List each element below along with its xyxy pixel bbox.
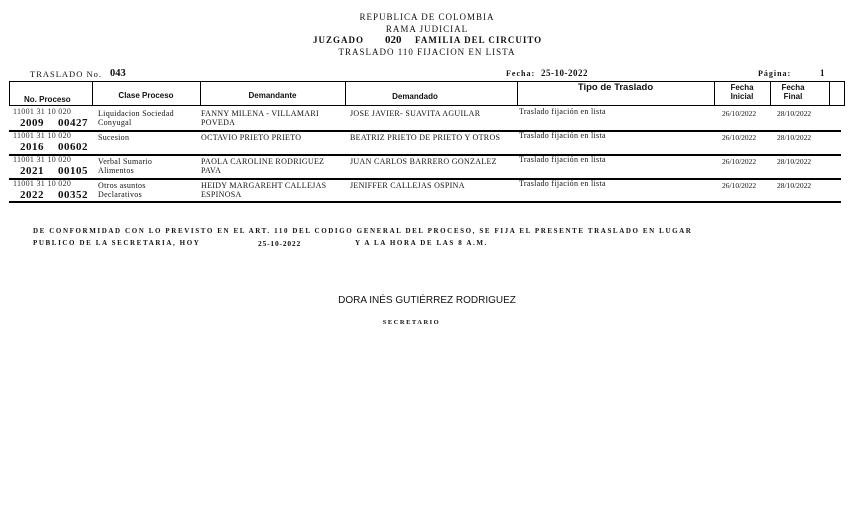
radicado-number: 00602: [58, 141, 88, 153]
col-demandado: Demandado: [392, 92, 438, 101]
radicado-prefix: 11001 31 10 020: [13, 107, 72, 116]
demandante: FANNY MILENA - VILLAMARI: [201, 109, 319, 118]
demandante: OCTAVIO PRIETO PRIETO: [201, 133, 302, 142]
radicado-year: 2022: [20, 189, 44, 201]
fecha-final: 28/10/2022: [777, 133, 812, 142]
clase-proceso: Sucesion: [98, 133, 130, 142]
tipo-traslado: Traslado fijación en lista: [519, 155, 606, 164]
demandado: JUAN CARLOS BARRERO GONZALEZ: [350, 157, 497, 166]
row-divider: [9, 130, 841, 132]
radicado-number: 00352: [58, 189, 88, 201]
demandado: JENIFFER CALLEJAS OSPINA: [350, 181, 465, 190]
signer-name: DORA INÉS GUTIÉRREZ RODRIGUEZ: [338, 295, 516, 306]
demandado: JOSE JAVIER- SUAVITA AGUILAR: [350, 109, 481, 118]
fecha-label: Fecha:: [506, 69, 536, 78]
header-traslado-type: TRASLADO 110 FIJACION EN LISTA: [338, 47, 516, 57]
col-demandante: Demandante: [248, 91, 297, 100]
fecha-inicial: 26/10/2022: [722, 181, 757, 190]
clase-proceso: Otros asuntos: [98, 181, 146, 190]
radicado-number: 00105: [58, 165, 88, 177]
radicado-prefix: 11001 31 10 020: [13, 155, 72, 164]
col-clase-proceso: Clase Proceso: [118, 91, 174, 100]
row-divider: [9, 201, 841, 203]
header-juzgado-label: JUZGADO: [313, 35, 365, 45]
fecha-final: 28/10/2022: [777, 109, 812, 118]
row-divider: [9, 154, 841, 156]
demandante-line2: ESPINOSA: [201, 190, 242, 199]
demandado: BEATRIZ PRIETO DE PRIETO Y OTROS: [350, 133, 501, 142]
clase-proceso-line2: Conyugal: [98, 118, 132, 127]
header-rama: RAMA JUDICIAL: [385, 24, 469, 34]
traslado-number: 043: [110, 68, 126, 79]
pagina-value: 1: [820, 68, 825, 78]
radicado-year: 2021: [20, 165, 44, 177]
demandante: HEIDY MARGAREHT CALLEJAS: [201, 181, 327, 190]
column-divider: [829, 81, 830, 106]
radicado-year: 2016: [20, 141, 44, 153]
fecha-final: 28/10/2022: [777, 181, 812, 190]
col-tipo-traslado: Tipo de Traslado: [577, 82, 654, 93]
traslado-label: TRASLADO No.: [30, 69, 102, 79]
tipo-traslado: Traslado fijación en lista: [519, 131, 606, 140]
tipo-traslado: Traslado fijación en lista: [519, 107, 606, 116]
fecha-inicial: 26/10/2022: [722, 109, 757, 118]
row-divider: [9, 178, 841, 180]
demandante-line2: PAVA: [201, 166, 222, 175]
radicado-year: 2009: [20, 117, 44, 129]
radicado-number: 00427: [58, 117, 88, 129]
signer-role: SECRETARIO: [382, 319, 441, 326]
col-no-proceso: No. Proceso: [24, 95, 71, 104]
col-fecha-inicial-2: Inicial: [730, 92, 754, 101]
clase-proceso: Liquidacion Sociedad: [98, 109, 174, 118]
radicado-prefix: 11001 31 10 020: [13, 131, 72, 140]
footer-hour: Y A LA HORA DE LAS 8 A.M.: [355, 239, 488, 247]
radicado-prefix: 11001 31 10 020: [13, 179, 72, 188]
col-fecha-final-1: Fecha: [781, 83, 805, 92]
pagina-label: Página:: [758, 69, 792, 78]
footer-date: 25-10-2022: [258, 239, 301, 248]
footer-statement: DE CONFORMIDAD CON LO PREVISTO EN EL ART. 110 DEL CODIGO GENERAL DEL PROCESO, SE FIJA EL PRESENTE TRASLADO EN LUGAR: [33, 227, 693, 235]
footer-statement-line2: PUBLICO DE LA SECRETARIA, HOY: [33, 239, 201, 247]
header-juzgado-number: 020: [385, 34, 402, 46]
clase-proceso-line2: Alimentos: [98, 166, 135, 175]
col-fecha-final-2: Final: [783, 92, 803, 101]
col-fecha-inicial-1: Fecha: [730, 83, 754, 92]
fecha-inicial: 26/10/2022: [722, 157, 757, 166]
header-republica: REPUBLICA DE COLOMBIA: [359, 12, 495, 22]
header-juzgado-name: FAMILIA DEL CIRCUITO: [415, 35, 543, 45]
tipo-traslado: Traslado fijación en lista: [519, 179, 606, 188]
clase-proceso: Verbal Sumario: [98, 157, 153, 166]
fecha-value: 25-10-2022: [541, 68, 588, 78]
demandante: PAOLA CAROLINE RODRIGUEZ: [201, 157, 325, 166]
demandante-line2: POVEDA: [201, 118, 236, 127]
clase-proceso-line2: Declarativos: [98, 190, 143, 199]
fecha-inicial: 26/10/2022: [722, 133, 757, 142]
fecha-final: 28/10/2022: [777, 157, 812, 166]
